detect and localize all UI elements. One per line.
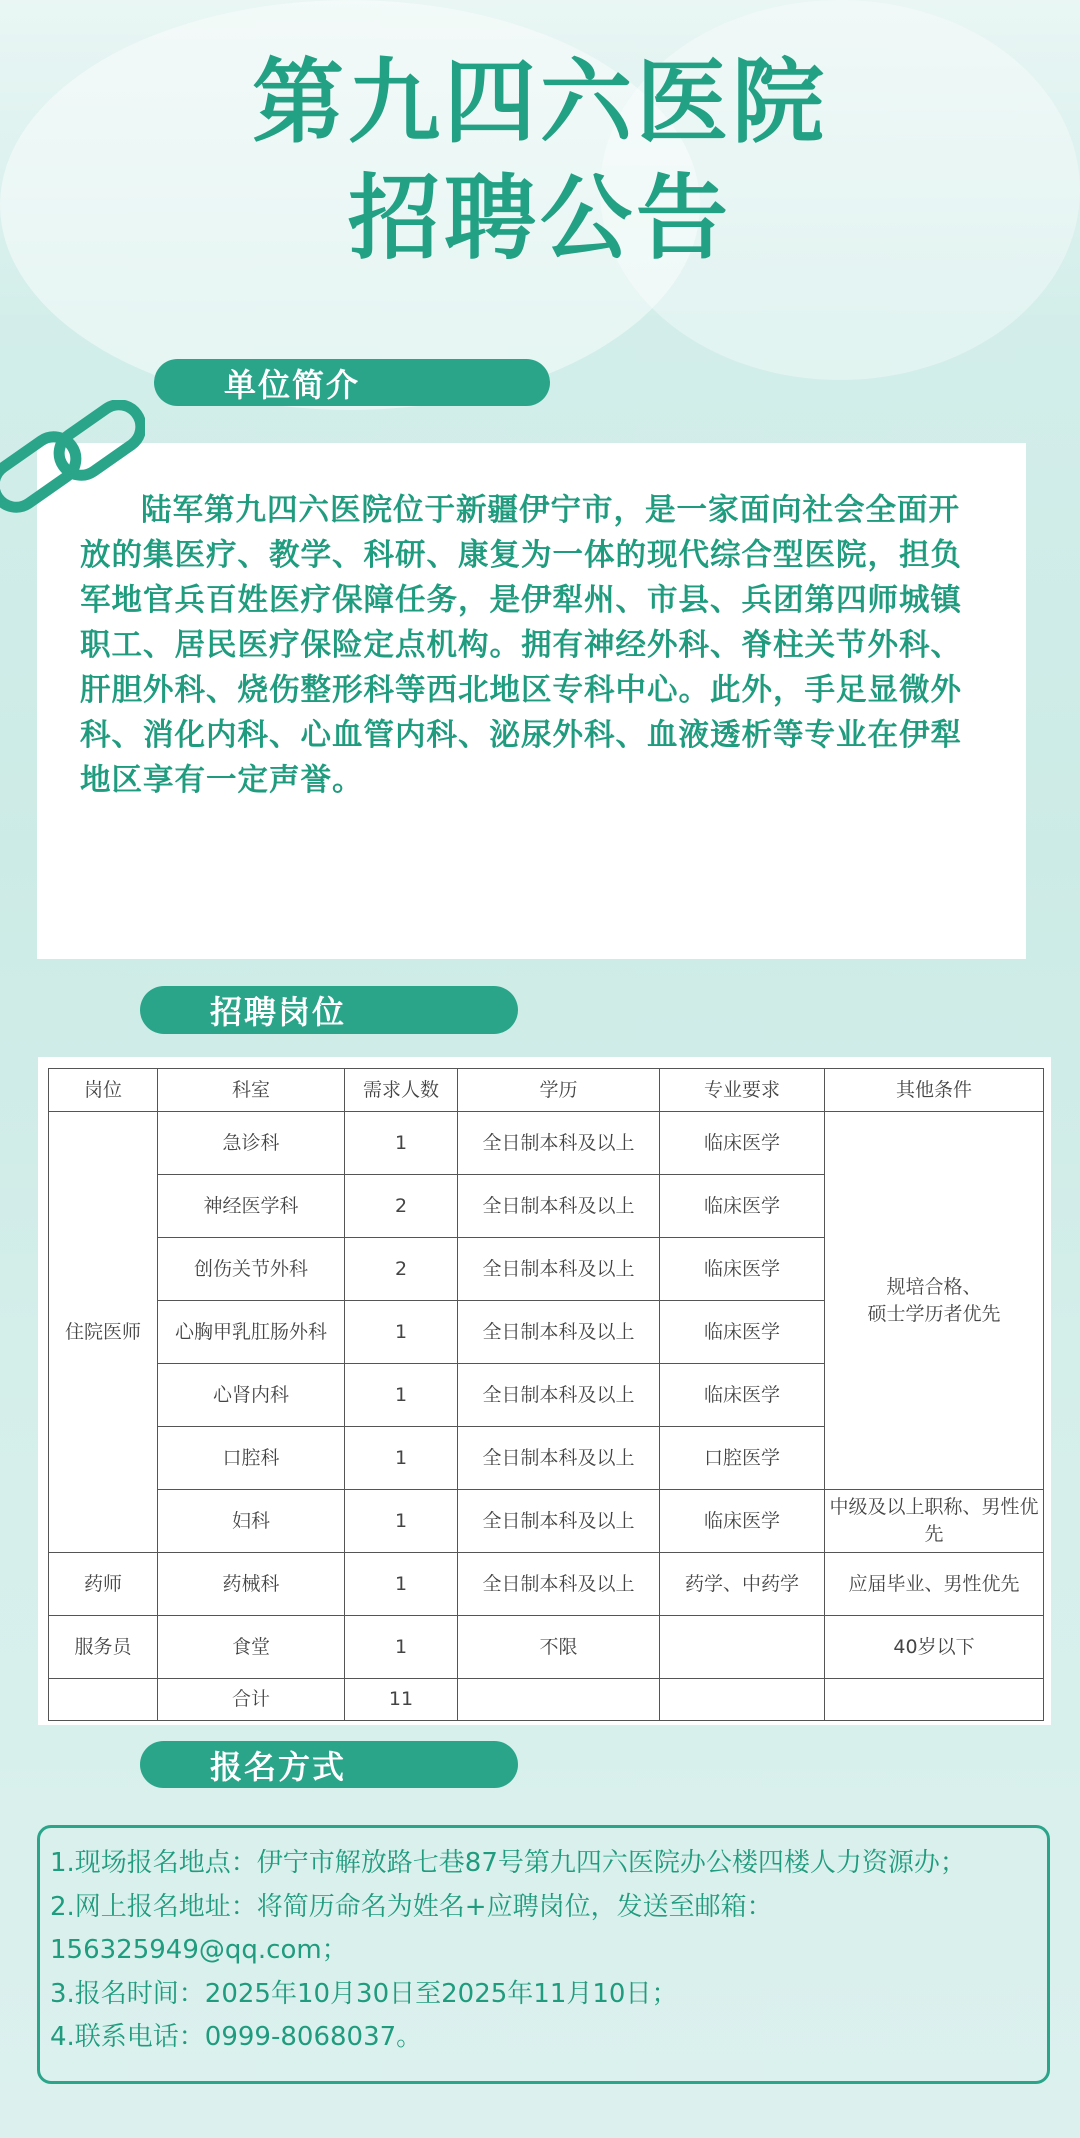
empty-cell: [825, 1679, 1044, 1721]
header-cell: 岗位: [49, 1069, 158, 1112]
count-cell: 1: [345, 1364, 458, 1427]
other-cell: 40岁以下: [825, 1616, 1044, 1679]
section-apply-header: 报名方式: [140, 1741, 518, 1788]
major-cell: [660, 1616, 825, 1679]
education-cell: 全日制本科及以上: [458, 1175, 660, 1238]
section-positions-header: 招聘岗位: [140, 986, 518, 1034]
education-cell: 不限: [458, 1616, 660, 1679]
count-cell: 1: [345, 1616, 458, 1679]
major-cell: 临床医学: [660, 1301, 825, 1364]
apply-info: [50, 1842, 1040, 2060]
dept-cell: 食堂: [158, 1616, 345, 1679]
empty-cell: [660, 1679, 825, 1721]
major-cell: 临床医学: [660, 1175, 825, 1238]
dept-cell: 妇科: [158, 1490, 345, 1553]
education-cell: 全日制本科及以上: [458, 1364, 660, 1427]
empty-cell: [49, 1679, 158, 1721]
major-cell: 临床医学: [660, 1112, 825, 1175]
dept-cell: 创伤关节外科: [158, 1238, 345, 1301]
position-cell: 服务员: [49, 1616, 158, 1679]
education-cell: 全日制本科及以上: [458, 1301, 660, 1364]
intro-text: 陆军第九四六医院位于新疆伊宁市，是一家面向社会全面开放的集医疗、教学、科研、康复为一体的现代综合型医院，担负军地官兵百姓医疗保障任务，是伊犁州、市县、兵团第四师城镇职工、居民医疗保险定点机构。拥有神经外科、脊柱关节外科、肝胆外科、烧伤整形科等西北地区专科中心。此外，手足显微外科、消化内科、心血管内科、泌尿外科、血液透析等专业在伊犁地区享有一定声誉。: [80, 493, 962, 798]
header-cell: 专业要求: [660, 1069, 825, 1112]
dept-cell: 口腔科: [158, 1427, 345, 1490]
positions-table: [48, 1068, 1044, 1721]
education-cell: 全日制本科及以上: [458, 1112, 660, 1175]
major-cell: 口腔医学: [660, 1427, 825, 1490]
header-cell: 其他条件: [825, 1069, 1044, 1112]
count-cell: 2: [345, 1175, 458, 1238]
page-title: 第九四六医院: [251, 49, 828, 156]
table-row: [49, 1616, 1044, 1679]
dept-cell: 药械科: [158, 1553, 345, 1616]
education-cell: 全日制本科及以上: [458, 1238, 660, 1301]
total-label: 合计: [158, 1679, 345, 1721]
major-cell: 临床医学: [660, 1238, 825, 1301]
position-cell: 药师: [49, 1553, 158, 1616]
count-cell: 1: [345, 1301, 458, 1364]
dept-cell: 急诊科: [158, 1112, 345, 1175]
position-cell: 住院医师: [49, 1112, 158, 1553]
total-count: 11: [345, 1679, 458, 1721]
education-cell: 全日制本科及以上: [458, 1490, 660, 1553]
apply-email: 156325949@qq.com；: [50, 1935, 348, 1965]
empty-cell: [458, 1679, 660, 1721]
major-cell: 临床医学: [660, 1490, 825, 1553]
count-cell: 1: [345, 1553, 458, 1616]
apply-line: 4.联系电话：0999-8068037。: [50, 2022, 423, 2052]
major-cell: 药学、中药学: [660, 1553, 825, 1616]
table-row: [49, 1112, 1044, 1175]
apply-line: 1.现场报名地点：伊宁市解放路七巷87号第九四六医院办公楼四楼人力资源办；: [50, 1848, 966, 1878]
count-cell: 2: [345, 1238, 458, 1301]
dept-cell: 心肾内科: [158, 1364, 345, 1427]
page-subtitle: 招聘公告: [347, 165, 732, 272]
count-cell: 1: [345, 1427, 458, 1490]
count-cell: 1: [345, 1112, 458, 1175]
table-total-row: [49, 1679, 1044, 1721]
apply-line: 3.报名时间：2025年10月30日至2025年11月10日；: [50, 1978, 678, 2009]
table-row: [49, 1490, 1044, 1553]
major-cell: 临床医学: [660, 1364, 825, 1427]
dept-cell: 神经医学科: [158, 1175, 345, 1238]
other-cell: 中级及以上职称、男性优先: [825, 1490, 1044, 1553]
header-cell: 需求人数: [345, 1069, 458, 1112]
education-cell: 全日制本科及以上: [458, 1553, 660, 1616]
section-intro-header: 单位简介: [154, 359, 550, 406]
dept-cell: 心胸甲乳肛肠外科: [158, 1301, 345, 1364]
education-cell: 全日制本科及以上: [458, 1427, 660, 1490]
apply-line: 2.网上报名地址：将简历命名为姓名+应聘岗位，发送至邮箱：: [50, 1891, 773, 1922]
other-cell: 规培合格、 硕士学历者优先: [825, 1112, 1044, 1490]
header-cell: 科室: [158, 1069, 345, 1112]
header-cell: 学历: [458, 1069, 660, 1112]
count-cell: 1: [345, 1490, 458, 1553]
other-cell: 应届毕业、男性优先: [825, 1553, 1044, 1616]
table-header-row: [49, 1069, 1044, 1112]
table-row: [49, 1553, 1044, 1616]
